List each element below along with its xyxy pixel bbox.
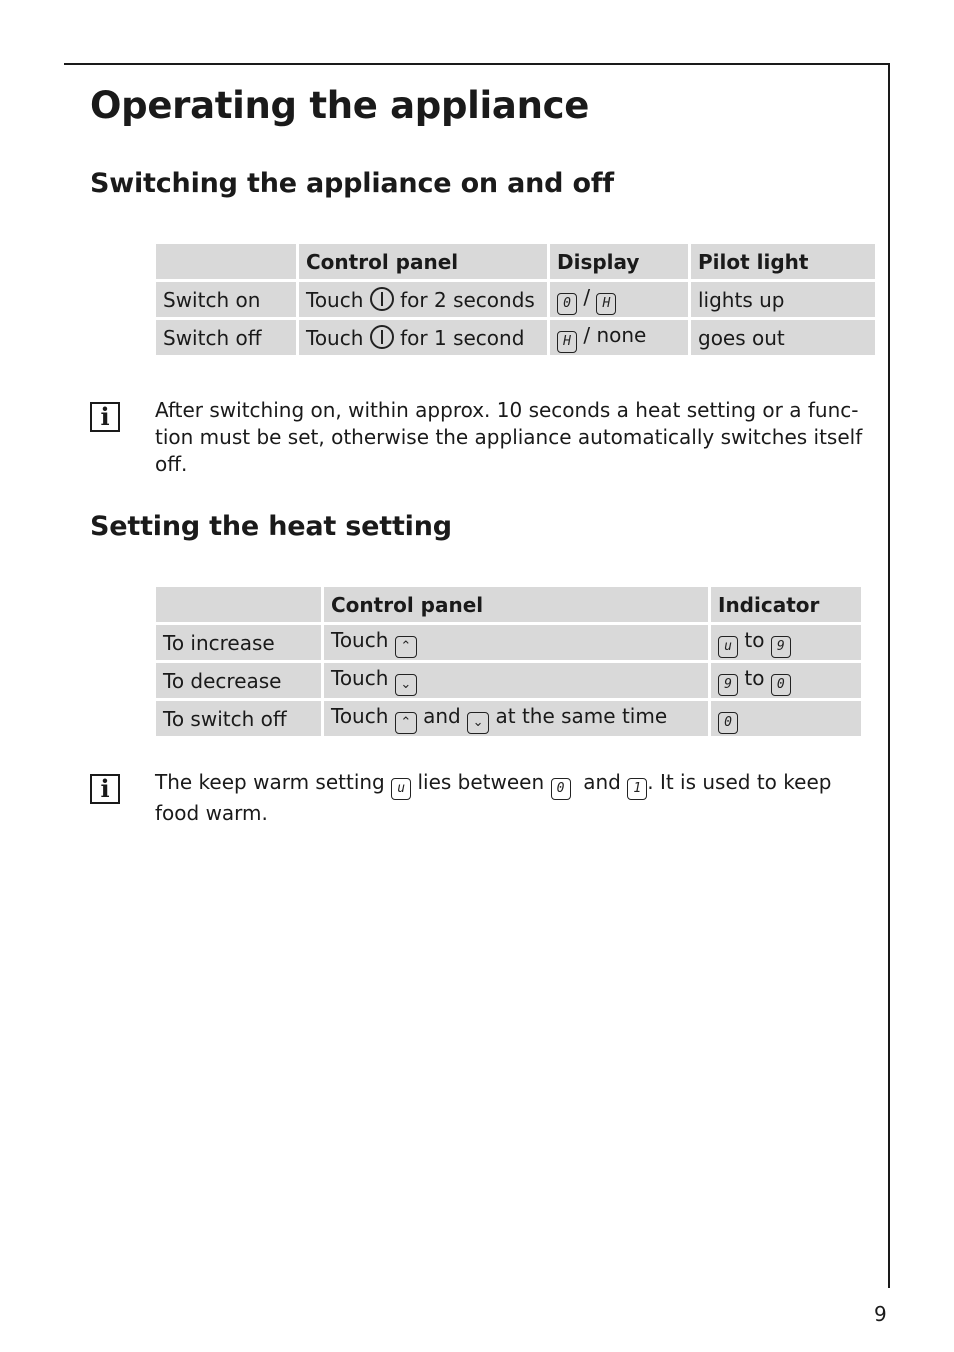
top-rule [64, 63, 890, 65]
note-text: lies between [417, 770, 545, 794]
control-cell [324, 625, 708, 660]
table-row [156, 701, 861, 736]
display-digit-icon: 0 [551, 778, 571, 800]
control-cell [324, 701, 708, 736]
display-digit-icon: 1 [627, 778, 647, 800]
touch-text: Touch [331, 627, 389, 652]
touch-text: Touch [331, 703, 389, 728]
keep-warm-icon: u [391, 778, 411, 800]
pilot-cell: lights up [691, 282, 875, 317]
arrow-up-icon: ⌃ [395, 712, 417, 734]
heat-setting-table [153, 584, 864, 739]
to-text: to [744, 665, 765, 690]
and-text: and [423, 703, 461, 728]
display-digit-icon: 9 [718, 674, 738, 696]
row-label: To decrease [156, 663, 321, 698]
arrow-down-icon: ⌄ [467, 712, 489, 734]
table-row [156, 282, 875, 317]
separator-text: / none [583, 322, 647, 347]
pilot-cell: goes out [691, 320, 875, 355]
table-row [156, 320, 875, 355]
note-text: The keep warm setting [155, 770, 385, 794]
page-title: Operating the appliance [90, 84, 590, 127]
display-digit-icon: 0 [771, 674, 791, 696]
display-digit-icon: 0 [557, 293, 577, 315]
side-rule [888, 63, 890, 1288]
arrow-down-icon: ⌄ [395, 674, 417, 696]
table-header-row [156, 244, 875, 279]
power-icon [370, 287, 394, 311]
touch-text: Touch [331, 665, 389, 690]
indicator-cell [711, 663, 861, 698]
indicator-cell [711, 625, 861, 660]
info-icon: i [90, 774, 120, 804]
table-header-row [156, 587, 861, 622]
duration-text: for 1 second [400, 326, 525, 350]
info-icon: i [90, 402, 120, 432]
table-row [156, 663, 861, 698]
info-note: After switching on, within approx. 10 seconds a heat setting or a func-tion must be set, otherwise the appliance automatically switches itself off. [155, 398, 863, 476]
touch-text: Touch [306, 288, 364, 312]
row-label: To switch off [156, 701, 321, 736]
power-icon [370, 325, 394, 349]
table-header-cell [156, 244, 296, 279]
display-digit-icon: 0 [718, 712, 738, 734]
display-digit-icon: H [596, 293, 616, 315]
row-label: Switch on [156, 282, 296, 317]
table-header-cell: Control panel [324, 587, 708, 622]
display-cell [550, 282, 688, 317]
table-header-cell: Display [550, 244, 688, 279]
to-text: to [744, 627, 765, 652]
note-text: and [583, 770, 621, 794]
display-digit-icon: u [718, 636, 738, 658]
indicator-cell [711, 701, 861, 736]
separator-text: / [583, 284, 591, 309]
display-digit-icon: 9 [771, 636, 791, 658]
control-cell [299, 320, 547, 355]
display-cell [550, 320, 688, 355]
section-heading-switching: Switching the appliance on and off [90, 168, 614, 199]
note-text: . It is used to keep food warm. [155, 770, 832, 825]
control-cell [324, 663, 708, 698]
control-cell [299, 282, 547, 317]
info-note-keep-warm [155, 769, 865, 827]
switching-table [153, 241, 878, 358]
row-label: Switch off [156, 320, 296, 355]
table-header-cell [156, 587, 321, 622]
section-heading-heat-setting: Setting the heat setting [90, 511, 452, 542]
page-number: 9 [874, 1302, 887, 1326]
touch-text: Touch [306, 326, 364, 350]
table-header-cell: Control panel [299, 244, 547, 279]
table-header-cell: Indicator [711, 587, 861, 622]
display-digit-icon: H [557, 331, 577, 353]
row-label: To increase [156, 625, 321, 660]
same-time-text: at the same time [495, 703, 668, 728]
duration-text: for 2 seconds [400, 288, 535, 312]
table-row [156, 625, 861, 660]
table-header-cell: Pilot light [691, 244, 875, 279]
arrow-up-icon: ⌃ [395, 636, 417, 658]
